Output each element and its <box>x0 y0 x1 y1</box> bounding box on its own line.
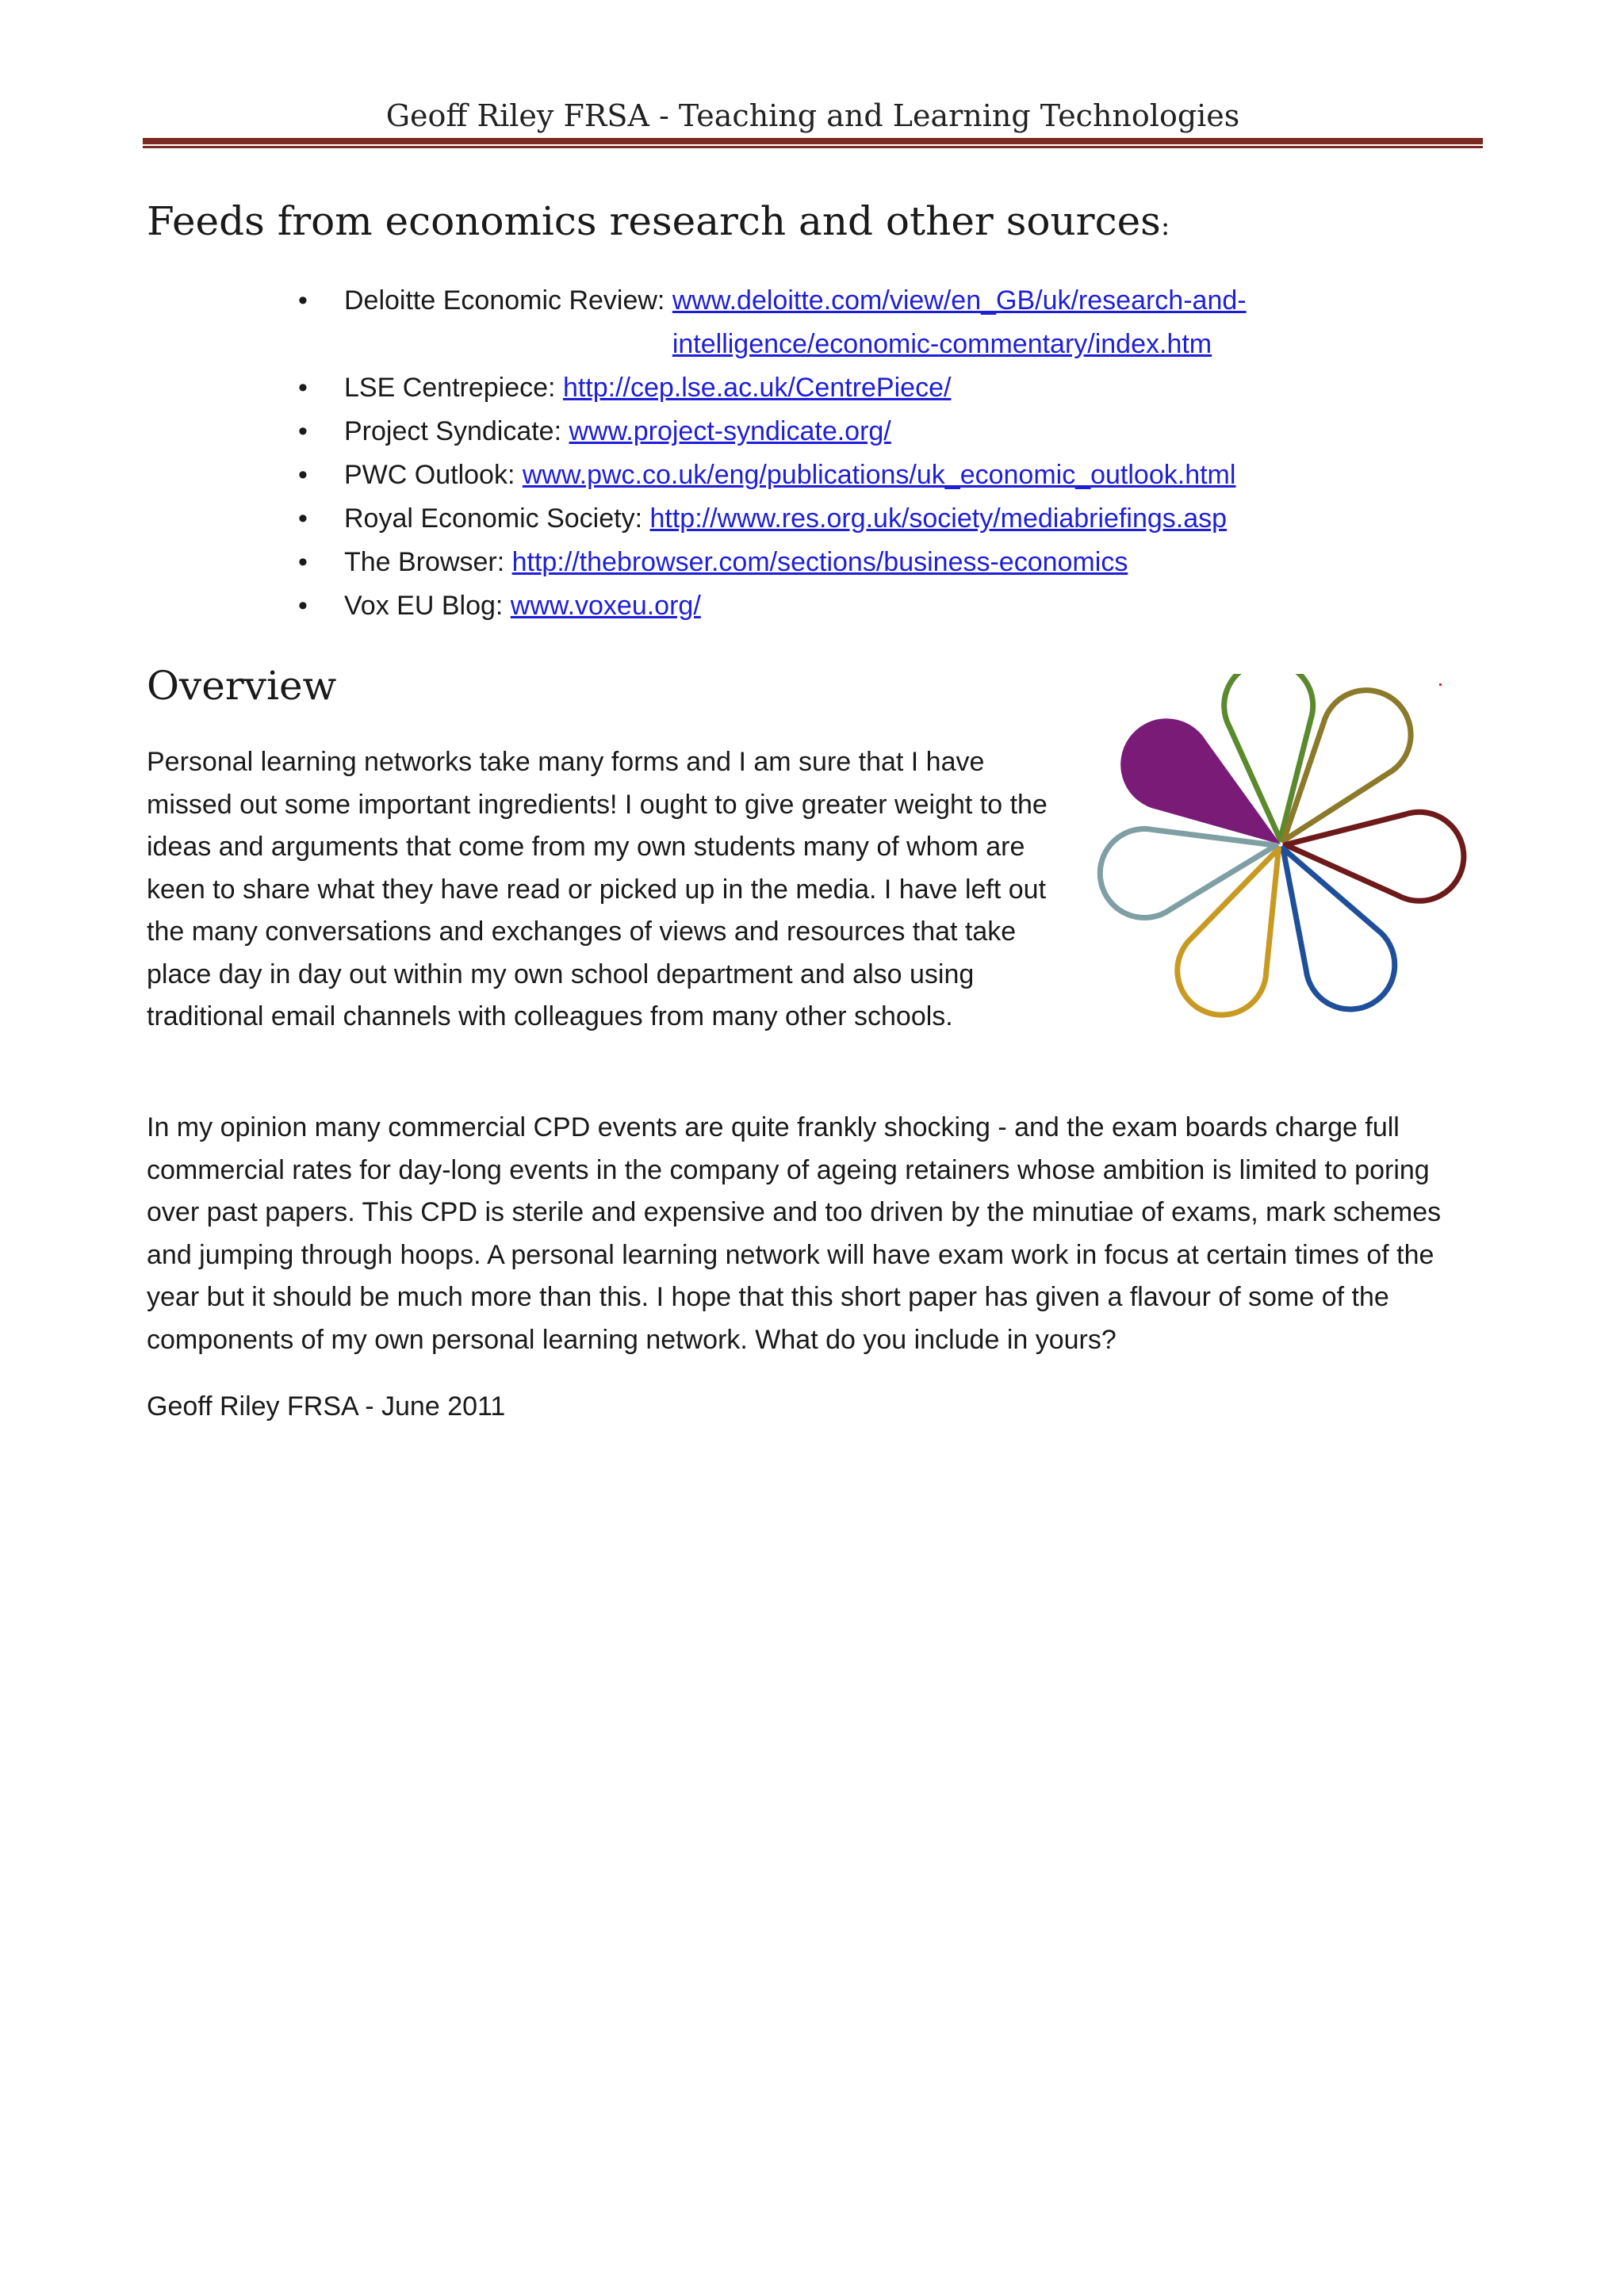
feed-item-res <box>298 497 1486 541</box>
bullet-icon: • <box>298 460 308 490</box>
feed-item-deloitte <box>298 279 1486 366</box>
bullet-icon: • <box>298 373 308 403</box>
feed-link[interactable]: www.voxeu.org/ <box>510 591 701 621</box>
bullet-icon: • <box>298 416 308 446</box>
red-dot-mark <box>1439 683 1442 686</box>
feeds-list <box>298 279 1486 628</box>
header-rule-thin <box>143 146 1483 148</box>
feed-link[interactable]: www.pwc.co.uk/eng/publications/uk_economic_outlook.html <box>522 460 1236 490</box>
feeds-title-text: Feeds from economics research and other sources <box>147 198 1161 244</box>
bullet-icon: • <box>298 547 308 577</box>
feed-item-pwc <box>298 453 1486 497</box>
feed-item-lse <box>298 366 1486 410</box>
signature-line: Geoff Riley FRSA - June 2011 <box>147 1391 506 1422</box>
overview-title: Overview <box>147 663 337 709</box>
feed-link[interactable]: http://thebrowser.com/sections/business-economics <box>511 547 1128 577</box>
feed-link[interactable]: www.project-syndicate.org/ <box>569 416 891 446</box>
bullet-icon: • <box>298 503 308 534</box>
feed-label: LSE Centrepiece: <box>344 373 563 403</box>
feed-label: Royal Economic Society: <box>344 503 650 534</box>
opinion-paragraph: In my opinion many commercial CPD events are quite frankly shocking - and the exam boards charge full commercial rates for day-long events in the company of ageing retainers whose ambition is limited to poring over past papers. This CPD is sterile and expensive and too driven by the minutiae of exams, mark schemes and jumping through hoops. A personal learning network will have exam work in focus at certain times of the year but it should be much more than this. I hope that this short paper has given a flavour of some of the components of my own personal learning network. What do you include in yours? <box>147 1112 1442 1355</box>
feed-link[interactable]: www.deloitte.com/view/en_GB/uk/research-and-intelligence/economic-commentary/index.htm <box>672 285 1247 359</box>
header-rule <box>143 138 1483 144</box>
petal-shape <box>1281 801 1467 905</box>
feed-item-voxeu <box>298 584 1486 628</box>
overview-paragraph: Personal learning networks take many forms and I am sure that I have missed out some important ingredients! I ought to give greater weight to the ideas and arguments that come from my own students many of whom are keen to share what they have read or picked up in the media. I have left out the many conversations and exchanges of views and resources that take place day in day out within my own school department and also using traditional email channels with colleagues from many other schools. <box>147 747 1048 1031</box>
flower-petals-graphic <box>1078 674 1491 1023</box>
feeds-title-colon: : <box>1160 210 1170 242</box>
page-header: Geoff Riley FRSA - Teaching and Learning Technologies <box>385 98 1240 133</box>
feed-label: The Browser: <box>344 547 512 577</box>
feed-label: Deloitte Economic Review: <box>344 285 672 316</box>
feed-label: Vox EU Blog: <box>344 591 511 621</box>
feed-item-project-syndicate <box>298 410 1486 453</box>
bullet-icon: • <box>298 285 308 316</box>
feed-link[interactable]: http://www.res.org.uk/society/mediabriefings.asp <box>649 503 1228 534</box>
feed-item-browser <box>298 541 1486 584</box>
feed-label: Project Syndicate: <box>344 416 569 446</box>
bullet-icon: • <box>298 591 308 621</box>
feed-label: PWC Outlook: <box>344 460 523 490</box>
feed-link[interactable]: http://cep.lse.ac.uk/CentrePiece/ <box>562 373 952 403</box>
petals-group <box>1092 674 1468 1023</box>
feeds-section-title <box>147 193 1170 254</box>
